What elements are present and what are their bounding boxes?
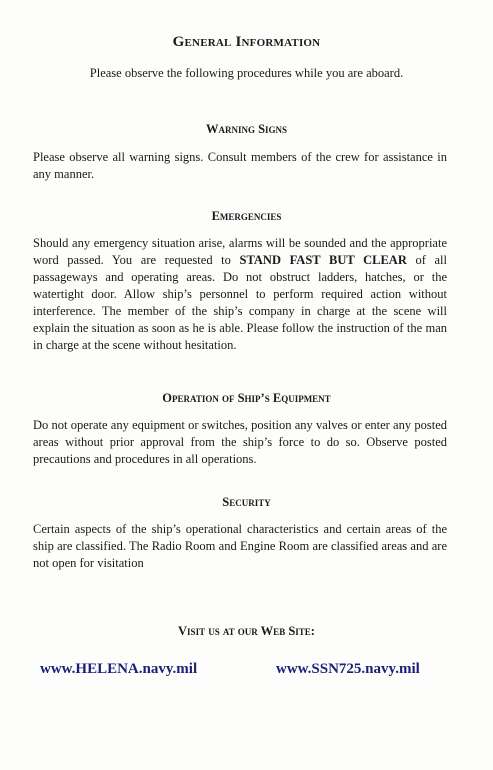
equipment-heading: Operation of Ship’s Equipment <box>162 391 331 405</box>
helena-website-link[interactable]: www.HELENA.navy.mil <box>40 661 198 677</box>
equipment-text: Do not operate any equipment or switches, position any valves or enter any posted areas without prior approval from the ship’s force to do so. Observe posted precautions and procedures in all operations. <box>33 418 447 466</box>
page-title: General Information <box>172 34 321 50</box>
emergencies-text-after: of all passageways and operating areas. Do not obstruct ladders, hatches, or the watertight door. Allow ship’s personnel to perform required action without interference. The member of the ship’s company in charge at the scene will explain the situation as soon as he is able. Please follow the instruction of the man in charge at the scene without hesitation. <box>33 253 447 352</box>
emergencies-text <box>33 235 447 354</box>
emergencies-heading: Emergencies <box>211 209 282 223</box>
intro-text: Please observe the following procedures while you are aboard. <box>89 66 404 80</box>
security-heading: Security <box>222 495 271 509</box>
stand-fast-emphasis: STAND FAST BUT CLEAR <box>239 253 407 267</box>
emergencies-text-before: Should any emergency situation arise, alarms will be sounded and the appropriate word passed. You are requested to <box>33 236 447 267</box>
ssn725-website-link[interactable]: www.SSN725.navy.mil <box>276 661 420 677</box>
warning-signs-heading: Warning Signs <box>205 122 288 136</box>
warning-signs-text: Please observe all warning signs. Consult members of the crew for assistance in any manner. <box>33 150 447 181</box>
security-text: Certain aspects of the ship’s operational characteristics and certain areas of the ship are classified. The Radio Room and Engine Room are classified areas and are not open for visitation <box>33 522 447 570</box>
website-heading: Visit us at our Web Site: <box>178 624 315 638</box>
